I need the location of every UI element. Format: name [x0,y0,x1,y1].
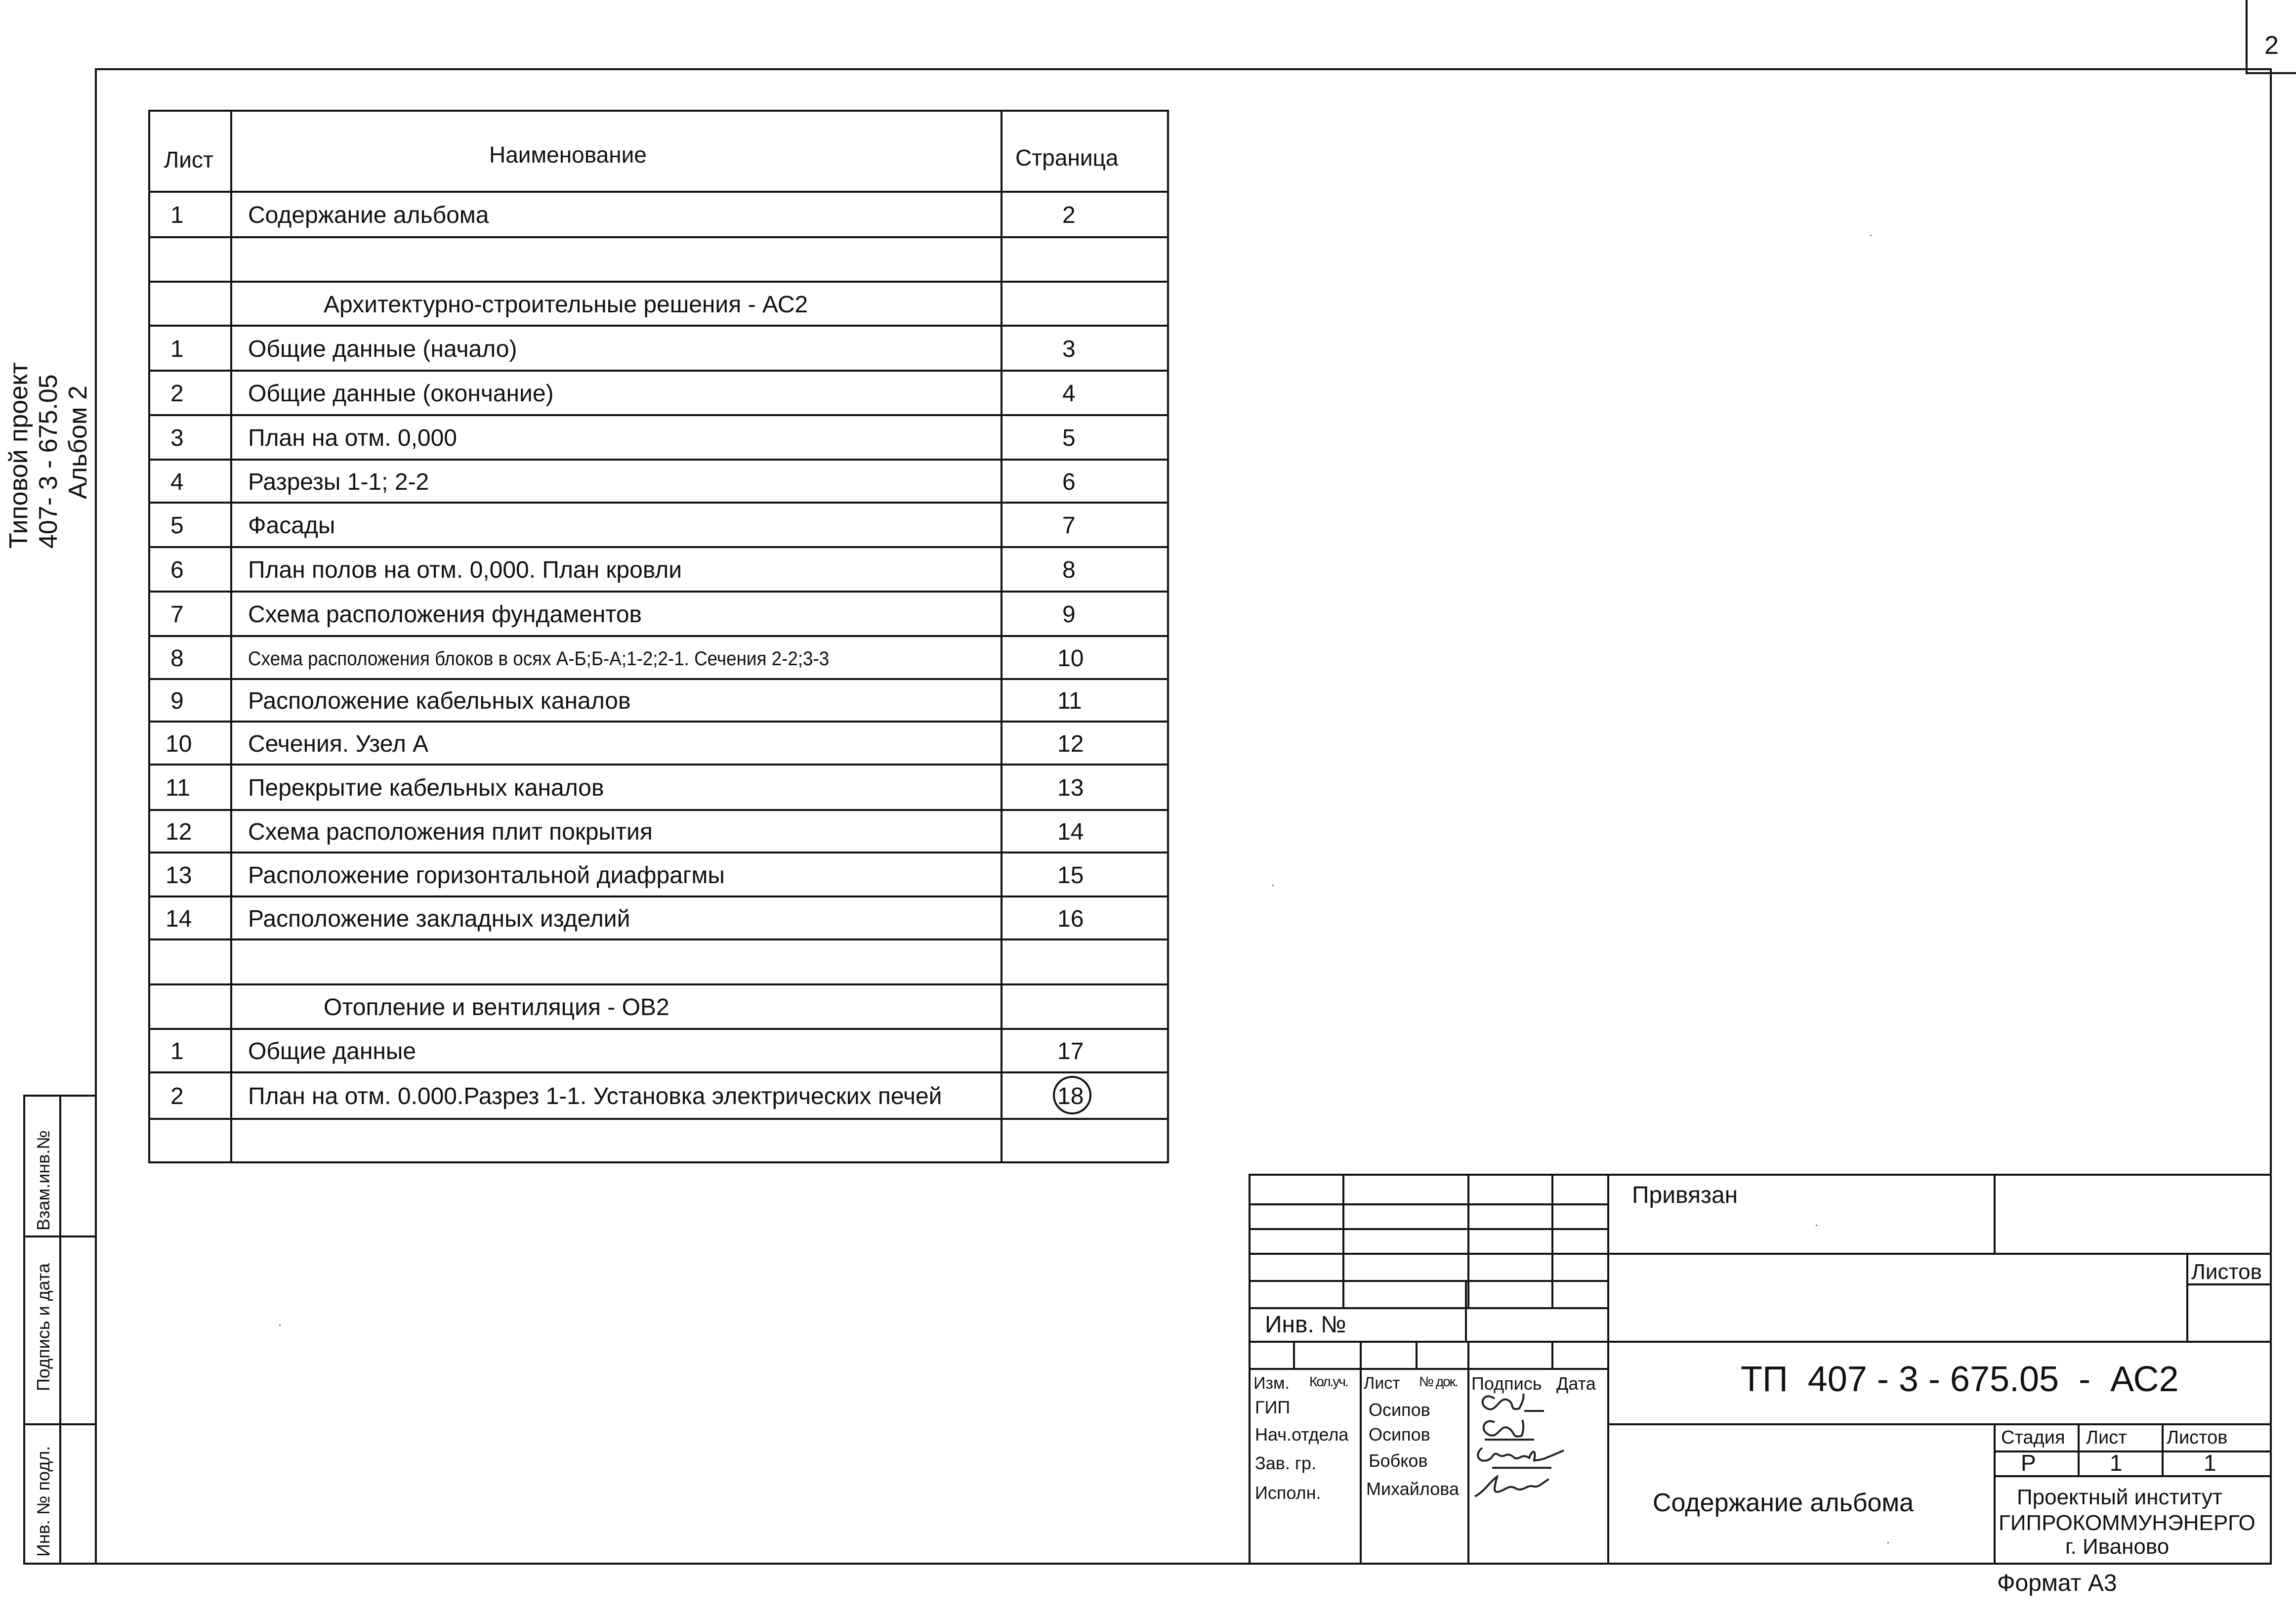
signature-zav [1472,1441,1571,1470]
side-stamp-line2: 407- 3 - 675.05 [34,374,63,549]
side-stamp-line3: Альбом 2 [64,385,92,499]
row-divider [148,236,1169,238]
row-page: 3 [1062,336,1076,362]
staff-role-zav: Зав. гр. [1255,1453,1317,1473]
row-divider [148,591,1169,593]
org-line2: ГИПРОКОММУНЭНЕРГО [1999,1511,2255,1535]
row-sheet: 3 [170,425,184,451]
row-sheet: 13 [166,862,192,889]
scan-speck [1816,1225,1817,1226]
row-page: 18 [1057,1083,1084,1109]
page-number: 2 [2264,31,2279,60]
stage-value-listov: 1 [2204,1450,2216,1476]
row-sheet: 2 [170,381,184,407]
row-name: План на отм. 0.000.Разрез 1-1. Установка электрических печей [248,1083,942,1109]
row-page: 16 [1057,905,1084,932]
document-title: Содержание альбома [1653,1489,1914,1517]
document-designation: ТП 407 - 3 - 675.05 - АС2 [1741,1360,2179,1399]
col-kol: Кол.уч. [1309,1374,1348,1389]
row-divider [148,721,1169,723]
row-page: 9 [1062,601,1076,628]
row-name: План полов на отм. 0,000. План кровли [248,557,682,583]
staff-role-gip: ГИП [1255,1397,1291,1417]
row-divider [148,325,1169,327]
row-name: Фасады [248,512,335,539]
signature-gip [1475,1389,1549,1418]
format-label: Формат А3 [1997,1570,2117,1596]
row-divider [148,938,1169,940]
row-sheet: 11 [166,775,190,801]
row-divider [148,459,1169,461]
row-sheet: 2 [170,1083,184,1109]
row-name: Перекрытие кабельных каналов [248,775,604,801]
stage-header-listov: Листов [2167,1427,2228,1448]
vzam-inv-label: Взам.инв.№ [33,1130,53,1231]
listov-top-label: Листов [2191,1260,2262,1284]
row-page: 15 [1057,862,1084,889]
row-sheet: 5 [170,512,184,539]
staff-role-nach: Нач.отдела [1255,1424,1349,1445]
row-name: Разрезы 1-1; 2-2 [248,469,429,495]
staff-name-zav: Бобков [1369,1450,1428,1471]
staff-role-isp: Исполн. [1255,1483,1321,1503]
col-ndok: № док. [1419,1374,1458,1389]
row-name: Содержание альбома [248,202,489,228]
row-page: 5 [1062,425,1076,451]
staff-name-gip: Осипов [1369,1400,1430,1420]
row-divider [148,1028,1169,1030]
stage-header-stadiya: Стадия [2001,1427,2065,1448]
row-sheet: 1 [170,202,184,228]
header-page: Страница [1015,145,1119,170]
row-name: Отопление и вентиляция - ОВ2 [324,994,669,1021]
row-name: План на отм. 0,000 [248,425,457,451]
signature-nach [1475,1415,1549,1445]
row-divider [148,546,1169,548]
row-divider [148,1118,1169,1120]
row-name: Расположение кабельных каналов [248,688,631,714]
page-circle-mark [1053,1076,1091,1114]
row-page: 6 [1062,469,1076,495]
inv-no-label: Инв. № [1265,1312,1346,1338]
row-page: 14 [1057,819,1084,845]
col-izm: Изм. [1253,1374,1290,1393]
staff-name-nach: Осипов [1369,1424,1430,1445]
row-sheet: 6 [170,557,184,583]
org-line3: г. Иваново [2065,1534,2170,1559]
privyazan-label: Привязан [1632,1182,1738,1208]
row-page: 10 [1057,645,1084,672]
stage-value-stadiya: Р [2021,1450,2036,1476]
row-sheet: 1 [170,336,184,362]
row-sheet: 7 [170,601,184,628]
row-name: Сечения. Узел А [248,730,429,757]
row-name: Расположение горизонтальной диафрагмы [248,862,725,889]
scan-speck [1272,885,1274,886]
row-name: Общие данные (окончание) [248,381,554,407]
row-divider [148,502,1169,504]
row-divider [148,895,1169,897]
col-podpis: Подпись [1471,1373,1542,1394]
row-sheet: 9 [170,688,184,714]
row-page: 8 [1062,557,1076,583]
row-sheet: 1 [170,1038,184,1065]
row-page: 17 [1057,1038,1084,1065]
row-page: 4 [1062,381,1076,407]
row-sheet: 10 [166,730,192,757]
row-name: Схема расположения плит покрытия [248,819,653,845]
row-divider [148,983,1169,985]
row-page: 11 [1057,688,1082,714]
row-name: Архитектурно-строительные решения - АС2 [324,291,808,318]
scan-speck [1887,1542,1889,1543]
row-sheet: 8 [170,645,184,672]
row-divider [148,370,1169,372]
row-divider [148,852,1169,853]
row-page: 12 [1057,730,1084,757]
row-name: Общие данные [248,1038,417,1065]
row-name: Схема расположения фундаментов [248,601,642,628]
row-divider [148,1071,1169,1073]
row-divider [148,678,1169,680]
org-line1: Проектный институт [2017,1485,2223,1509]
row-page: 13 [1057,775,1084,801]
row-name: Расположение закладных изделий [248,905,630,932]
row-divider [148,809,1169,811]
scan-speck [1870,235,1872,236]
row-divider [148,1161,1169,1163]
row-divider [148,414,1169,416]
signature-isp [1470,1472,1554,1501]
row-page: 7 [1062,512,1076,539]
row-sheet: 4 [170,469,184,495]
col-data: Дата [1556,1373,1596,1394]
stage-value-list: 1 [2110,1450,2123,1476]
row-sheet: 12 [166,819,192,845]
row-name: Общие данные (начало) [248,336,517,362]
row-divider [148,281,1169,283]
col-list: Лист [1364,1374,1400,1393]
row-divider [148,635,1169,637]
podpis-data-label: Подпись и дата [33,1263,53,1391]
header-name: Наименование [489,142,647,168]
row-page: 2 [1062,202,1076,228]
scan-speck [279,1324,281,1326]
header-sheet: Лист [164,147,213,172]
row-name: Схема расположения блоков в осях А-Б;Б-А;1-2;2-1. Сечения 2-2;3-3 [248,647,830,670]
staff-name-isp: Михайлова [1366,1479,1459,1499]
inv-podl-label: Инв. № подл. [33,1446,53,1557]
stage-header-list: Лист [2086,1427,2127,1448]
side-stamp-line1: Типовой проект [4,362,33,549]
row-sheet: 14 [166,905,192,932]
row-divider [148,764,1169,766]
